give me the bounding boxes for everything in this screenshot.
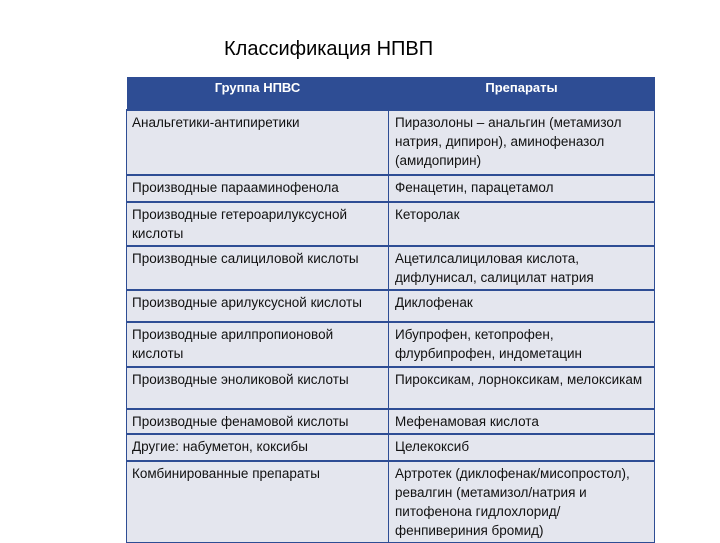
drugs-cell: Пиразолоны – анальгин (метамизол натрия, дипирон), аминофеназол (амидопирин) xyxy=(389,110,655,175)
column-header-drugs: Препараты xyxy=(389,77,655,110)
drugs-cell: Ибупрофен, кетопрофен, флурбипрофен, индометацин xyxy=(389,322,655,367)
classification-table xyxy=(126,77,654,543)
table-row xyxy=(127,175,655,202)
nsaid-table xyxy=(126,77,655,543)
table-row xyxy=(127,434,655,461)
drugs-cell: Диклофенак xyxy=(389,290,655,322)
page-title: Классификация НПВП xyxy=(224,38,434,60)
drugs-cell: Ацетилсалициловая кислота, дифлунисал, салицилат натрия xyxy=(389,246,655,290)
group-cell: Производные гетероарилуксусной кислоты xyxy=(127,202,389,246)
column-header-group: Группа НПВС xyxy=(127,77,389,110)
group-cell: Производные салициловой кислоты xyxy=(127,246,389,290)
drugs-cell: Фенацетин, парацетамол xyxy=(389,175,655,202)
drugs-cell: Артротек (диклофенак/мисопростол), ревалгин (метамизол/натрия и питофенона гидлохлорид/фенпивериния бромид) xyxy=(389,461,655,543)
table-header-row xyxy=(127,77,655,110)
group-cell: Производные арилпропионовой кислоты xyxy=(127,322,389,367)
group-cell: Производные фенамовой кислоты xyxy=(127,409,389,434)
table-row xyxy=(127,246,655,290)
group-cell: Анальгетики-антипиретики xyxy=(127,110,389,175)
table-row xyxy=(127,322,655,367)
table-row xyxy=(127,290,655,322)
drugs-cell: Пироксикам, лорноксикам, мелоксикам xyxy=(389,367,655,409)
drugs-cell: Мефенамовая кислота xyxy=(389,409,655,434)
group-cell: Производные эноликовой кислоты xyxy=(127,367,389,409)
table-row xyxy=(127,367,655,409)
table-row xyxy=(127,409,655,434)
table-row xyxy=(127,461,655,543)
table-row xyxy=(127,202,655,246)
group-cell: Другие: набуметон, коксибы xyxy=(127,434,389,461)
group-cell: Производные арилуксусной кислоты xyxy=(127,290,389,322)
group-cell: Комбинированные препараты xyxy=(127,461,389,543)
group-cell: Производные парааминофенола xyxy=(127,175,389,202)
drugs-cell: Целекоксиб xyxy=(389,434,655,461)
table-row xyxy=(127,110,655,175)
drugs-cell: Кеторолак xyxy=(389,202,655,246)
